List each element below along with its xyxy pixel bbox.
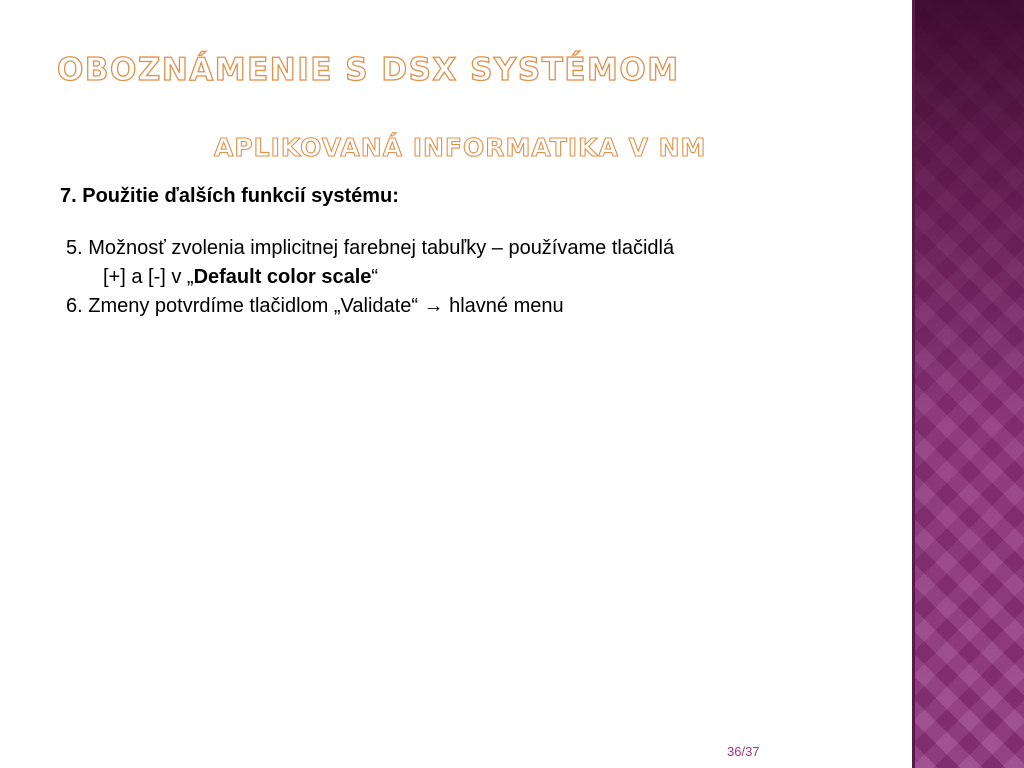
slide-subtitle: APLIKOVANÁ INFORMATIKA V NM bbox=[214, 133, 707, 162]
right-arrow-icon: → bbox=[423, 295, 444, 317]
body-list bbox=[66, 234, 674, 321]
list-item-6-prefix: 6. Zmeny potvrdíme tlačidlom „Validate“ bbox=[66, 295, 424, 317]
list-item-5-suffix: “ bbox=[371, 266, 379, 288]
page-number: 36/37 bbox=[727, 744, 760, 759]
list-item-6 bbox=[66, 292, 674, 321]
decorative-side-band bbox=[912, 0, 1024, 768]
section-heading: 7. Použitie ďalších funkcií systému: bbox=[60, 185, 399, 207]
slide-title: OBOZNÁMENIE S DSX SYSTÉMOM bbox=[57, 52, 680, 88]
list-item-5-prefix: [+] a [-] v „ bbox=[103, 266, 194, 288]
default-color-scale-label: Default color scale bbox=[193, 266, 372, 288]
list-item-5-line-1: 5. Možnosť zvolenia implicitnej farebnej tabuľky – používame tlačidlá bbox=[66, 237, 675, 259]
list-item-6-suffix: hlavné menu bbox=[443, 295, 564, 317]
list-item-5-line-2 bbox=[66, 263, 674, 292]
